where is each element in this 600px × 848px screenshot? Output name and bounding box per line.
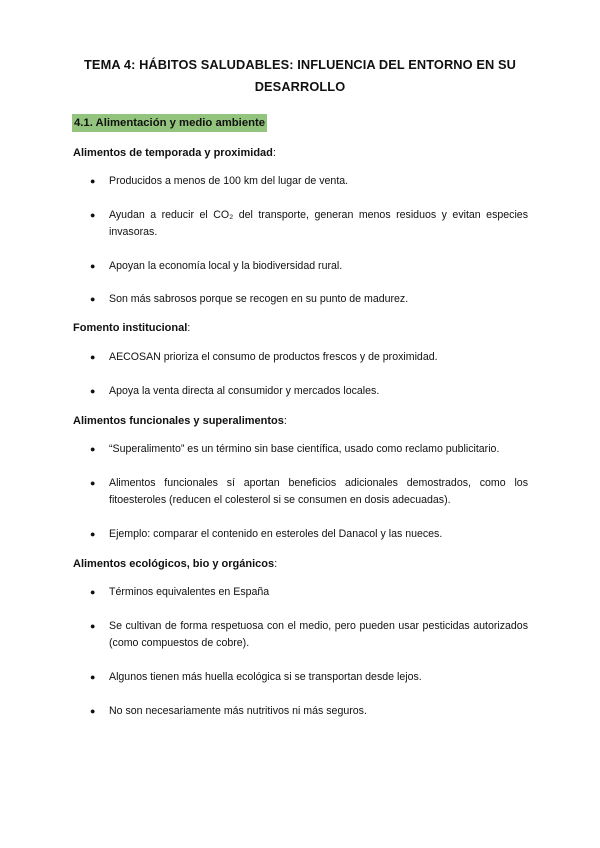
subheading-ecologicos (73, 557, 277, 571)
title-line-2: DESARROLLO (254, 79, 346, 94)
list-item (90, 703, 528, 720)
list-item (90, 383, 528, 400)
subheading-colon: : (283, 415, 287, 427)
bullet-icon: ● (90, 478, 96, 488)
list-item-text: Producidos a menos de 100 km del lugar de venta. (109, 175, 349, 187)
subheading-funcionales (73, 414, 287, 428)
subheading-label: Fomento institucional (73, 322, 188, 334)
bullet-icon: ● (90, 529, 96, 539)
bullet-icon: ● (90, 176, 96, 186)
list-item-text: Ayudan a reducir el CO₂ del transporte, generan menos residuos y evitan especies invasoras. (109, 209, 528, 238)
list-item-text: Ejemplo: comparar el contenido en esteroles del Danacol y las nueces. (109, 528, 443, 540)
subheading-label: Alimentos de temporada y proximidad (73, 147, 273, 159)
subheading-colon: : (274, 558, 278, 570)
title-line-1: TEMA 4: HÁBITOS SALUDABLES: INFLUENCIA DEL ENTORNO EN SU (84, 57, 516, 72)
bullet-icon: ● (90, 706, 96, 716)
list-item (90, 207, 528, 240)
bullet-icon: ● (90, 444, 96, 454)
list-item (90, 618, 528, 651)
list-item-text: Se cultivan de forma respetuosa con el medio, pero pueden usar pesticidas autorizados (como compuestos de cobre). (109, 620, 528, 649)
bullet-icon: ● (90, 261, 96, 271)
bullet-icon: ● (90, 294, 96, 304)
list-item-text: AECOSAN prioriza el consumo de productos frescos y de proximidad. (109, 351, 438, 363)
bullet-icon: ● (90, 386, 96, 396)
list-item (90, 475, 528, 508)
subheading-temporada (73, 146, 276, 160)
list-item-text: No son necesariamente más nutritivos ni más seguros. (109, 705, 367, 717)
list-item (90, 669, 528, 686)
page-title (60, 54, 540, 98)
list-item-text: Son más sabrosos porque se recogen en su punto de madurez. (109, 293, 409, 305)
subheading-fomento (73, 321, 190, 335)
subheading-label: Alimentos ecológicos, bio y orgánicos (73, 558, 275, 570)
list-item-text: Apoyan la economía local y la biodiversidad rural. (109, 260, 343, 272)
bullet-icon: ● (90, 587, 96, 597)
bullet-icon: ● (90, 621, 96, 631)
list-item-text: Alimentos funcionales sí aportan beneficios adicionales demostrados, como los fitoesteroles (reducen el colesterol si se consumen en dosis adecuadas). (109, 477, 528, 506)
bullet-icon: ● (90, 672, 96, 682)
list-item-text: Algunos tienen más huella ecológica si se transportan desde lejos. (109, 671, 422, 683)
list-item (90, 291, 528, 308)
list-item-text: Términos equivalentes en España (109, 586, 270, 598)
bullet-icon: ● (90, 352, 96, 362)
subheading-colon: : (272, 147, 276, 159)
list-item (90, 441, 528, 458)
list-item (90, 584, 528, 601)
list-item (90, 349, 528, 366)
bullet-icon: ● (90, 210, 96, 220)
list-item (90, 173, 528, 190)
list-item-text: “Superalimento” es un término sin base científica, usado como reclamo publicitario. (109, 443, 500, 455)
list-item-text: Apoya la venta directa al consumidor y mercados locales. (109, 385, 380, 397)
list-item (90, 526, 528, 543)
section-heading: 4.1. Alimentación y medio ambiente (72, 114, 267, 132)
subheading-label: Alimentos funcionales y superalimentos (73, 415, 284, 427)
list-item (90, 258, 528, 275)
subheading-colon: : (187, 322, 191, 334)
